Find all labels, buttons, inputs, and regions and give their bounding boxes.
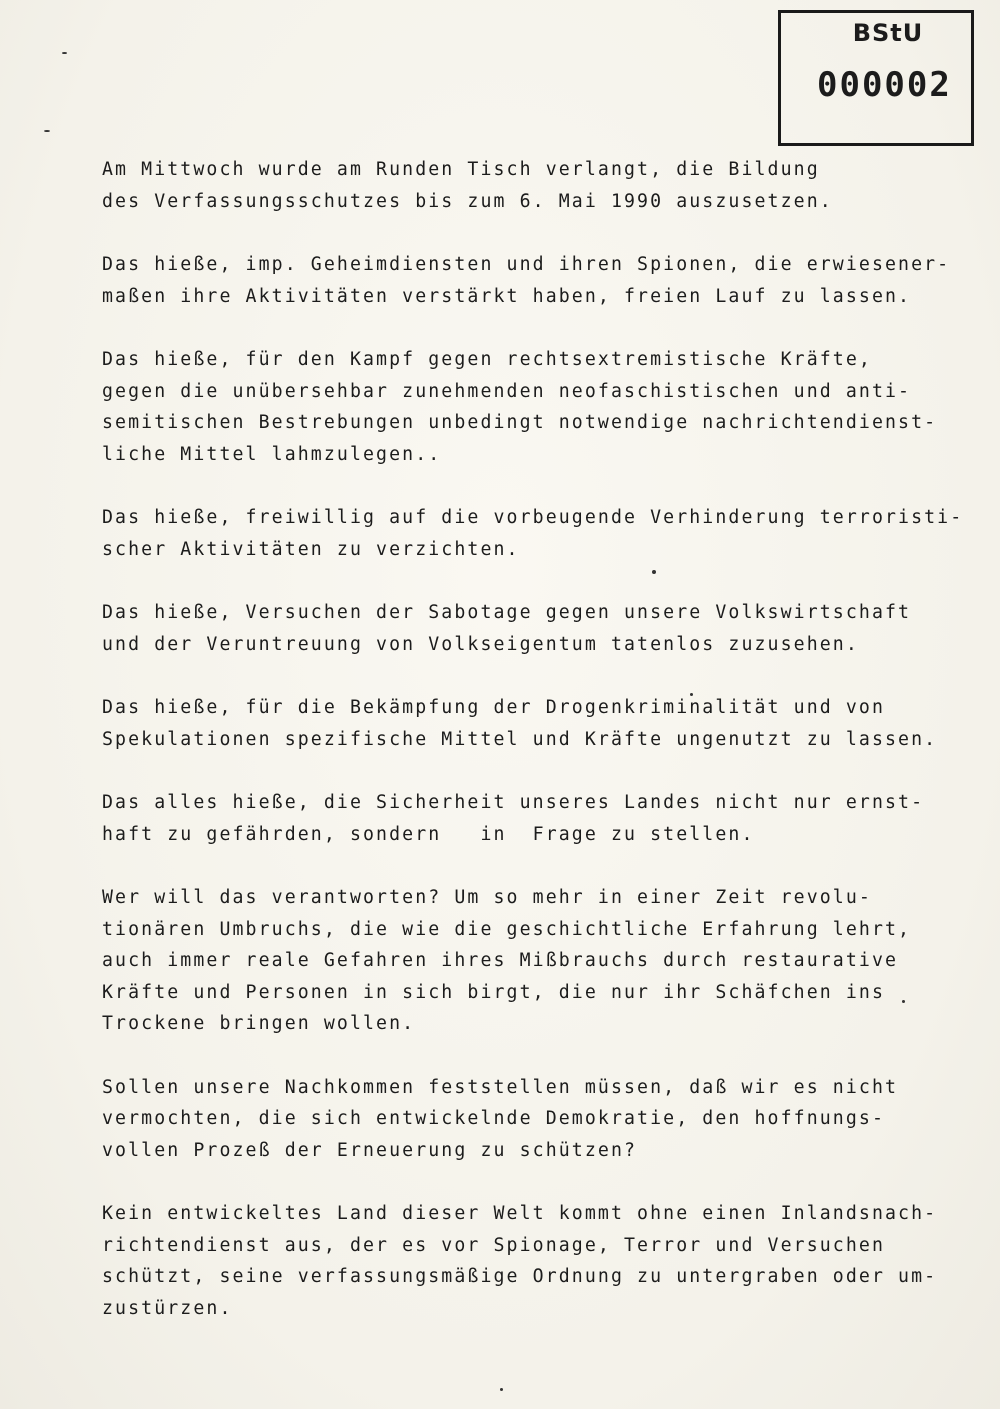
- text-line: des Verfassungsschutzes bis zum 6. Mai 1990 auszusetzen.: [102, 190, 833, 212]
- paragraph: [102, 787, 962, 850]
- text-line: tionären Umbruchs, die wie die geschichtliche Erfahrung lehrt,: [102, 918, 912, 940]
- paragraph: [102, 1198, 962, 1324]
- text-line: vollen Prozeß der Erneuerung zu schützen?: [102, 1139, 638, 1161]
- paragraph: [102, 344, 962, 470]
- text-line: richtendienst aus, der es vor Spionage, Terror und Versuchen: [102, 1234, 885, 1256]
- text-line: Das hieße, imp. Geheimdiensten und ihren Spionen, die erwiesener-: [102, 254, 951, 275]
- text-line: Trockene bringen wollen.: [102, 1013, 416, 1034]
- text-line: vermochten, die sich entwickelnde Demokratie, den hoffnungs-: [102, 1108, 885, 1129]
- text-line: scher Aktivitäten zu verzichten.: [102, 538, 520, 560]
- stamp-page-number: 000002: [817, 65, 952, 105]
- paragraph: [102, 692, 962, 755]
- text-line: liche Mittel lahmzulegen..: [102, 443, 442, 465]
- text-line: Kräfte und Personen in sich birgt, die nur ihr Schäfchen ins: [102, 981, 885, 1003]
- text-line: Kein entwickeltes Land dieser Welt kommt ohne einen Inlandsnach-: [102, 1203, 938, 1224]
- paragraph: [102, 1072, 962, 1167]
- text-line: Sollen unsere Nachkommen feststellen müssen, daß wir es nicht: [102, 1076, 899, 1098]
- stamp-archive-label: BStU: [852, 19, 924, 47]
- text-line: Am Mittwoch wurde am Runden Tisch verlangt, die Bildung: [102, 159, 820, 180]
- text-line: Das hieße, für den Kampf gegen rechtsextremistische Kräfte,: [102, 349, 872, 370]
- paragraph: [102, 882, 962, 1040]
- text-line: Das hieße, für die Bekämpfung der Drogenkriminalität und von: [102, 697, 885, 718]
- scan-speck: [500, 1388, 503, 1391]
- text-line: semitischen Bestrebungen unbedingt notwendige nachrichtendienst-: [102, 412, 938, 433]
- text-line: und der Veruntreuung von Volkseigentum tatenlos zuzusehen.: [102, 633, 859, 655]
- text-line: Das hieße, Versuchen der Sabotage gegen unsere Volkswirtschaft: [102, 602, 912, 623]
- paragraph: [102, 154, 962, 217]
- scan-speck: [44, 130, 50, 132]
- scan-speck: [62, 52, 67, 54]
- text-line: haft zu gefährden, sondern in Frage zu stellen.: [102, 823, 755, 845]
- text-line: gegen die unübersehbar zunehmenden neofaschistischen und anti-: [102, 380, 912, 402]
- document-body: [102, 154, 962, 1356]
- text-line: Das hieße, freiwillig auf die vorbeugende Verhinderung terroristi-: [102, 507, 964, 528]
- paragraph: [102, 249, 962, 312]
- text-line: maßen ihre Aktivitäten verstärkt haben, freien Lauf zu lassen.: [102, 285, 912, 307]
- text-line: schützt, seine verfassungsmäßige Ordnung zu untergraben oder um-: [102, 1266, 938, 1287]
- text-line: auch immer reale Gefahren ihres Mißbrauchs durch restaurative: [102, 950, 899, 971]
- text-line: Wer will das verantworten? Um so mehr in einer Zeit revolu-: [102, 887, 872, 908]
- archive-stamp: [778, 10, 974, 146]
- paragraph: [102, 597, 962, 660]
- text-line: zustürzen.: [102, 1297, 233, 1319]
- text-line: Das alles hieße, die Sicherheit unseres Landes nicht nur ernst-: [102, 792, 925, 813]
- text-line: Spekulationen spezifische Mittel und Kräfte ungenutzt zu lassen.: [102, 728, 938, 750]
- paragraph: [102, 502, 962, 565]
